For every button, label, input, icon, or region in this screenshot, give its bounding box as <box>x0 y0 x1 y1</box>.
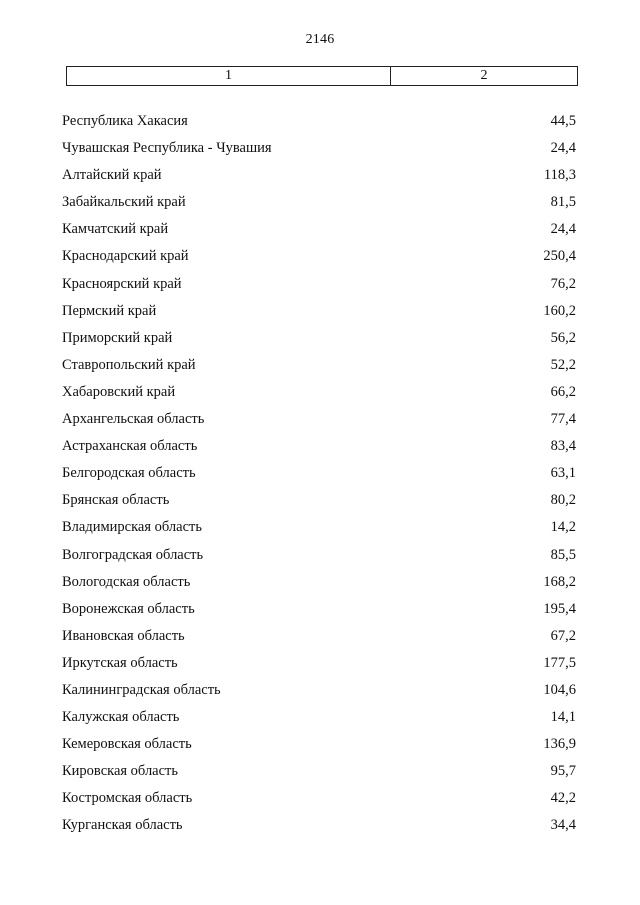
column-header-2: 2 <box>480 68 488 83</box>
region-value: 56,2 <box>550 329 576 346</box>
region-value: 76,2 <box>550 275 576 292</box>
region-value: 80,2 <box>550 492 576 509</box>
region-value: 177,5 <box>543 654 576 671</box>
table-row <box>62 785 576 812</box>
region-name: Чувашская Республика - Чувашия <box>62 140 272 157</box>
region-name: Воронежская область <box>62 600 195 617</box>
table-row <box>62 460 576 487</box>
region-name: Пермский край <box>62 302 157 319</box>
table-row <box>62 731 576 758</box>
region-value: 14,2 <box>550 519 576 536</box>
region-name: Камчатский край <box>62 221 169 238</box>
region-list <box>62 108 576 840</box>
table-row <box>62 162 576 189</box>
region-name: Кировская область <box>62 763 179 780</box>
region-value: 14,1 <box>550 709 576 726</box>
table-row <box>62 379 576 406</box>
table-row <box>62 243 576 270</box>
table-row <box>62 325 576 352</box>
region-value: 24,4 <box>550 221 576 238</box>
region-name: Ивановская область <box>62 627 185 644</box>
column-header-row <box>66 66 578 86</box>
region-value: 83,4 <box>550 438 576 455</box>
region-value: 24,4 <box>550 140 576 157</box>
page-number: 2146 <box>305 32 335 47</box>
table-row <box>62 189 576 216</box>
region-value: 95,7 <box>550 763 576 780</box>
region-name: Калужская область <box>62 709 180 726</box>
region-name: Забайкальский край <box>62 194 186 211</box>
table-row <box>62 542 576 569</box>
table-row <box>62 216 576 243</box>
region-value: 160,2 <box>543 302 576 319</box>
region-name: Красноярский край <box>62 275 182 292</box>
region-name: Астраханская область <box>62 438 198 455</box>
region-value: 104,6 <box>543 681 576 698</box>
region-name: Владимирская область <box>62 519 202 536</box>
region-value: 85,5 <box>550 546 576 563</box>
column-header-1: 1 <box>67 67 391 85</box>
region-value: 66,2 <box>550 383 576 400</box>
table-row <box>62 812 576 839</box>
table-row <box>62 758 576 785</box>
region-name: Белгородская область <box>62 465 196 482</box>
table-row <box>62 108 576 135</box>
region-value: 42,2 <box>550 790 576 807</box>
region-name: Архангельская область <box>62 411 205 428</box>
region-name: Волгоградская область <box>62 546 204 563</box>
region-name: Курганская область <box>62 817 183 834</box>
table-row <box>62 135 576 162</box>
table-row <box>62 352 576 379</box>
region-value: 34,4 <box>550 817 576 834</box>
region-name: Костромская область <box>62 790 193 807</box>
region-name: Кемеровская область <box>62 736 192 753</box>
table-row <box>62 569 576 596</box>
region-name: Калининградская область <box>62 681 221 698</box>
table-row <box>62 596 576 623</box>
region-name: Иркутская область <box>62 654 178 671</box>
table-row <box>62 677 576 704</box>
region-value: 52,2 <box>550 356 576 373</box>
region-value: 63,1 <box>550 465 576 482</box>
region-value: 44,5 <box>550 113 576 129</box>
table-row <box>62 487 576 514</box>
table-row <box>62 271 576 298</box>
table-row <box>62 406 576 433</box>
region-value: 250,4 <box>543 248 576 265</box>
region-name: Вологодская область <box>62 573 191 590</box>
region-value: 136,9 <box>543 736 576 753</box>
region-value: 67,2 <box>550 627 576 644</box>
region-name: Брянская область <box>62 492 170 509</box>
table-row <box>62 514 576 541</box>
table-row <box>62 298 576 325</box>
table-row <box>62 433 576 460</box>
region-value: 168,2 <box>543 573 576 590</box>
region-value: 195,4 <box>543 600 576 617</box>
region-value: 81,5 <box>550 194 576 211</box>
region-value: 118,3 <box>543 167 576 184</box>
region-name: Краснодарский край <box>62 248 189 265</box>
region-name: Ставропольский край <box>62 356 196 373</box>
region-name: Хабаровский край <box>62 383 176 400</box>
table-row <box>62 623 576 650</box>
region-name: Приморский край <box>62 329 173 346</box>
region-value: 77,4 <box>550 411 576 428</box>
table-row <box>62 704 576 731</box>
table-row <box>62 650 576 677</box>
region-name: Республика Хакасия <box>62 113 188 129</box>
region-name: Алтайский край <box>62 167 162 184</box>
